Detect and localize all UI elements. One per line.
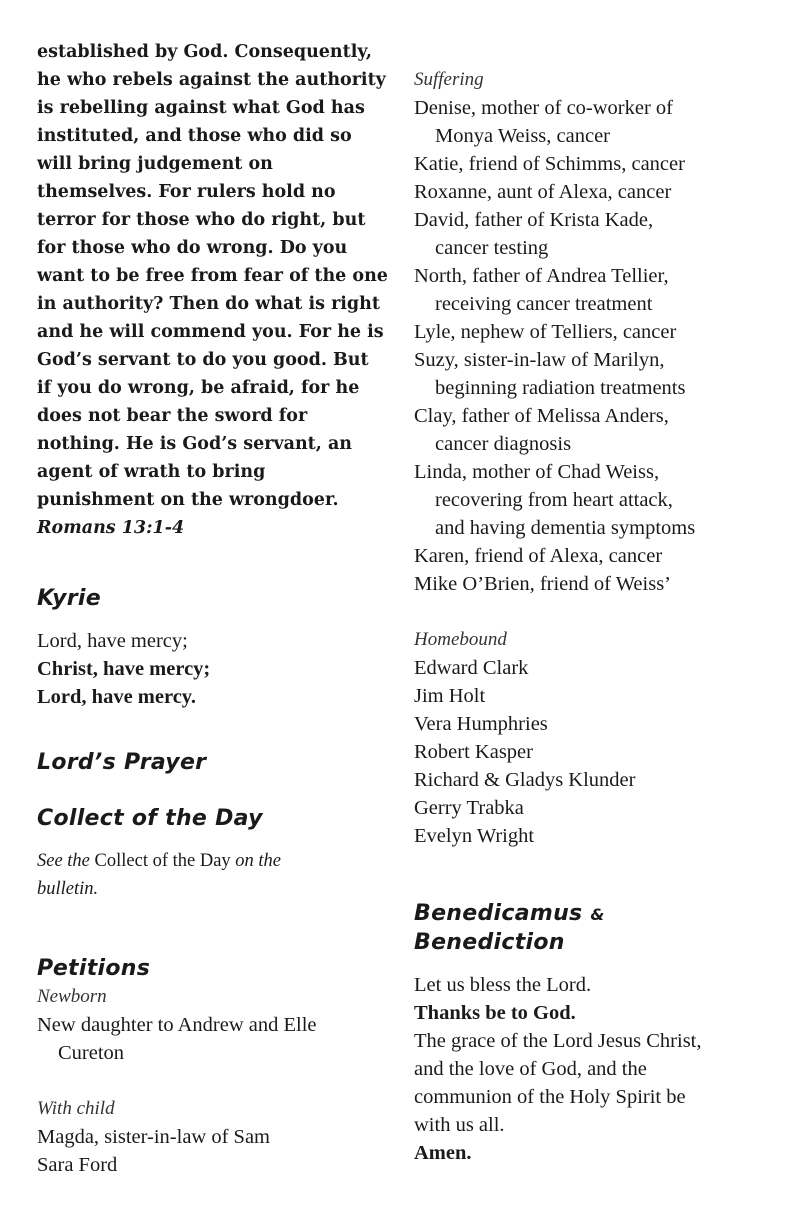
scripture-line: instituted, and those who did so [37, 126, 352, 146]
scripture-line: if you do wrong, be afraid, for he [37, 378, 360, 398]
suffering-item: Roxanne, aunt of Alexa, cancer [414, 181, 672, 203]
kyrie-response: Christ, have mercy; [37, 658, 211, 680]
suffering-item: David, father of Krista Kade, [414, 209, 654, 231]
benediction-response: Thanks be to God. [414, 1002, 576, 1024]
suffering-item: Clay, father of Melissa Anders, [414, 405, 669, 427]
homebound-item: Robert Kasper [414, 741, 533, 763]
benedicamus-heading-b: Benediction [414, 930, 565, 955]
kyrie-text [37, 627, 387, 711]
collect-line2: bulletin. [37, 879, 99, 899]
benediction-line: and the love of God, and the [414, 1058, 647, 1080]
collect-suffix: on the [235, 851, 282, 871]
benedicamus-amp: & [590, 905, 605, 924]
right-column [414, 66, 764, 1167]
scripture-line: themselves. For rulers hold no [37, 182, 336, 202]
scripture-line: punishment on the wrongdoer. [37, 490, 339, 510]
homebound-item: Jim Holt [414, 685, 486, 707]
collect-note [37, 847, 387, 903]
scripture-line: will bring judgement on [37, 154, 273, 174]
suffering-item: Katie, friend of Schimms, cancer [414, 153, 685, 175]
benediction-text [414, 971, 764, 1167]
scripture-line: does not bear the sword for [37, 406, 308, 426]
collect-heading: Collect of the Day [37, 806, 263, 831]
scripture-line: nothing. He is God’s servant, an [37, 434, 353, 454]
suffering-item: Suzy, sister-in-law of Marilyn, [414, 349, 665, 371]
benediction-line: communion of the Holy Spirit be [414, 1086, 686, 1108]
homebound-item: Gerry Trabka [414, 797, 524, 819]
scripture-line: for those who do wrong. Do you [37, 238, 348, 258]
scripture-line: in authority? Then do what is right [37, 294, 380, 314]
suffering-item: Mike O’Brien, friend of Weiss’ [414, 573, 672, 595]
collect-title: Collect of the Day [94, 851, 231, 871]
scripture-line: God’s servant to do you good. But [37, 350, 369, 370]
homebound-item: Richard & Gladys Klunder [414, 769, 636, 791]
homebound-item: Edward Clark [414, 657, 529, 679]
homebound-item: Evelyn Wright [414, 825, 535, 847]
scripture-line: and he will commend you. For he is [37, 322, 384, 342]
with-child-label: With child [37, 1098, 115, 1119]
suffering-item-cont: receiving cancer treatment [435, 293, 653, 315]
kyrie-line: Lord, have mercy; [37, 630, 188, 652]
scripture-line: agent of wrath to bring [37, 462, 266, 482]
suffering-item: Karen, friend of Alexa, cancer [414, 545, 663, 567]
benediction-amen: Amen. [414, 1142, 472, 1164]
lords-prayer-heading: Lord’s Prayer [37, 750, 207, 775]
suffering-list [414, 94, 764, 598]
collect-prefix: See the [37, 851, 90, 871]
benediction-line: The grace of the Lord Jesus Christ, [414, 1030, 702, 1052]
benedicamus-heading [414, 900, 764, 957]
scripture-reference: Romans 13:1-4 [37, 518, 185, 538]
suffering-item-cont: beginning radiation treatments [435, 377, 686, 399]
scripture-line: he who rebels against the authority [37, 70, 386, 90]
with-child-item: Sara Ford [37, 1154, 118, 1176]
suffering-item-cont: cancer diagnosis [435, 433, 572, 455]
newborn-item: New daughter to Andrew and Elle [37, 1014, 317, 1036]
suffering-item: Denise, mother of co-worker of [414, 97, 674, 119]
homebound-label: Homebound [414, 629, 507, 650]
newborn-item-cont: Cureton [58, 1042, 125, 1064]
kyrie-response: Lord, have mercy. [37, 686, 197, 708]
homebound-list [414, 654, 764, 850]
suffering-item: Linda, mother of Chad Weiss, [414, 461, 660, 483]
suffering-item: Lyle, nephew of Telliers, cancer [414, 321, 677, 343]
scripture-line: is rebelling against what God has [37, 98, 365, 118]
scripture-line: want to be free from fear of the one [37, 266, 388, 286]
benedicamus-heading-a: Benedicamus [414, 901, 583, 926]
suffering-item: North, father of Andrea Tellier, [414, 265, 669, 287]
benediction-line: with us all. [414, 1114, 505, 1136]
newborn-label: Newborn [37, 986, 107, 1007]
petitions-heading: Petitions [37, 956, 151, 981]
suffering-label: Suffering [414, 69, 484, 90]
scripture-reading [37, 38, 387, 542]
scripture-line: terror for those who do right, but [37, 210, 366, 230]
suffering-item-cont: recovering from heart attack, [435, 489, 673, 511]
left-column [37, 38, 387, 1179]
suffering-item-cont: and having dementia symptoms [435, 517, 696, 539]
benediction-line: Let us bless the Lord. [414, 974, 592, 996]
suffering-item-cont: cancer testing [435, 237, 549, 259]
scripture-line: established by God. Consequently, [37, 42, 372, 62]
homebound-item: Vera Humphries [414, 713, 548, 735]
with-child-item: Magda, sister-in-law of Sam [37, 1126, 271, 1148]
kyrie-heading: Kyrie [37, 586, 101, 611]
suffering-item-cont: Monya Weiss, cancer [435, 125, 611, 147]
